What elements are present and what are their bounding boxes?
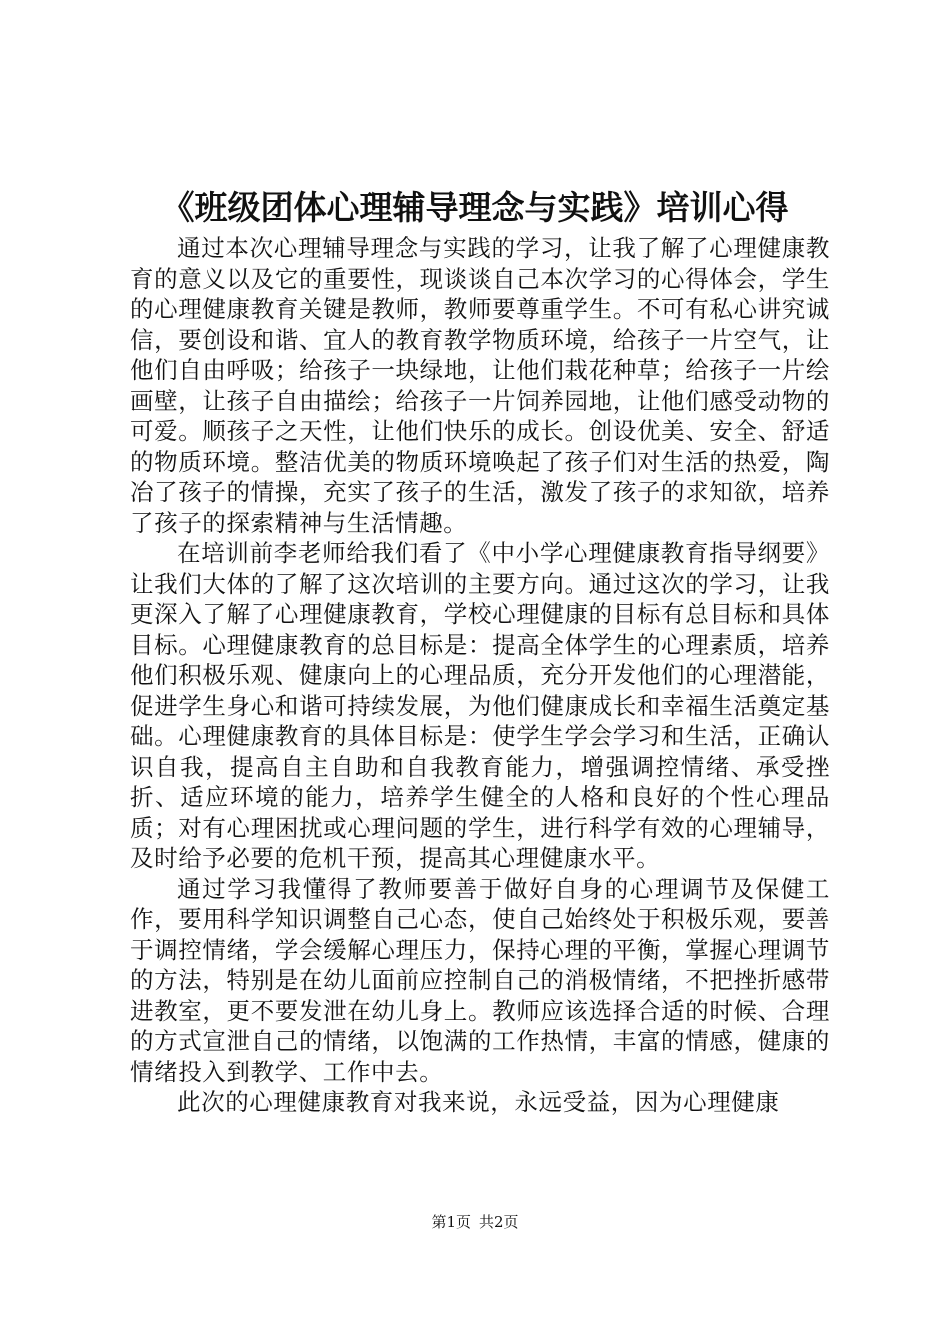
paragraph: 此次的心理健康教育对我来说，永远受益，因为心理健康	[177, 1088, 780, 1116]
page-total: 共2页	[479, 1213, 519, 1231]
document-body	[130, 233, 830, 1118]
paragraph: 在培训前李老师给我们看了《中小学心理健康教育指导纲要》让我们大体的了解了这次培训的主要方向。通过这次的学习，让我更深入了解了心理健康教育，学校心理健康的目标有总目标和具体目标。心理健康教育的总目标是：提高全体学生的心理素质，培养他们积极乐观、健康向上的心理品质，充分开发他们的心理潜能，促进学生身心和谐可持续发展，为他们健康成长和幸福生活奠定基础。心理健康教育的具体目标是：使学生学会学习和生活，正确认识自我，提高自主自助和自我教育能力，增强调控情绪、承受挫折、适应环境的能力，培养学生健全的人格和良好的个性心理品质；对有心理困扰或心理问题的学生，进行科学有效的心理辅导，及时给予必要的危机干预，提高其心理健康水平。	[130, 539, 830, 872]
paragraph: 通过学习我懂得了教师要善于做好自身的心理调节及保健工作，要用科学知识调整自己心态，使自己始终处于积极乐观，要善于调控情绪，学会缓解心理压力，保持心理的平衡，掌握心理调节的方法，特别是在幼儿面前应控制自己的消极情绪，不把挫折感带进教室，更不要发泄在幼儿身上。教师应该选择合适的时候、合理的方式宣泄自己的情绪，以饱满的工作热情，丰富的情感，健康的情绪投入到教学、工作中去。	[130, 874, 830, 1086]
page-number: 第1页	[431, 1213, 471, 1231]
paragraph: 通过本次心理辅导理念与实践的学习，让我了解了心理健康教育的意义以及它的重要性，现谈谈自己本次学习的心得体会，学生的心理健康教育关键是教师，教师要尊重学生。不可有私心讲究诚信，要创设和谐、宜人的教育教学物质环境，给孩子一片空气，让他们自由呼吸；给孩子一块绿地，让他们栽花种草；给孩子一片绘画壁，让孩子自由描绘；给孩子一片饲养园地，让他们感受动物的可爱。顺孩子之天性，让他们快乐的成长。创设优美、安全、舒适的物质环境。整洁优美的物质环境唤起了孩子们对生活的热爱，陶冶了孩子的情操，充实了孩子的生活，激发了孩子的求知欲，培养了孩子的探索精神与生活情趣。	[130, 234, 830, 537]
document-title: 《班级团体心理辅导理念与实践》培训心得	[161, 188, 789, 227]
page-footer	[0, 1212, 950, 1232]
